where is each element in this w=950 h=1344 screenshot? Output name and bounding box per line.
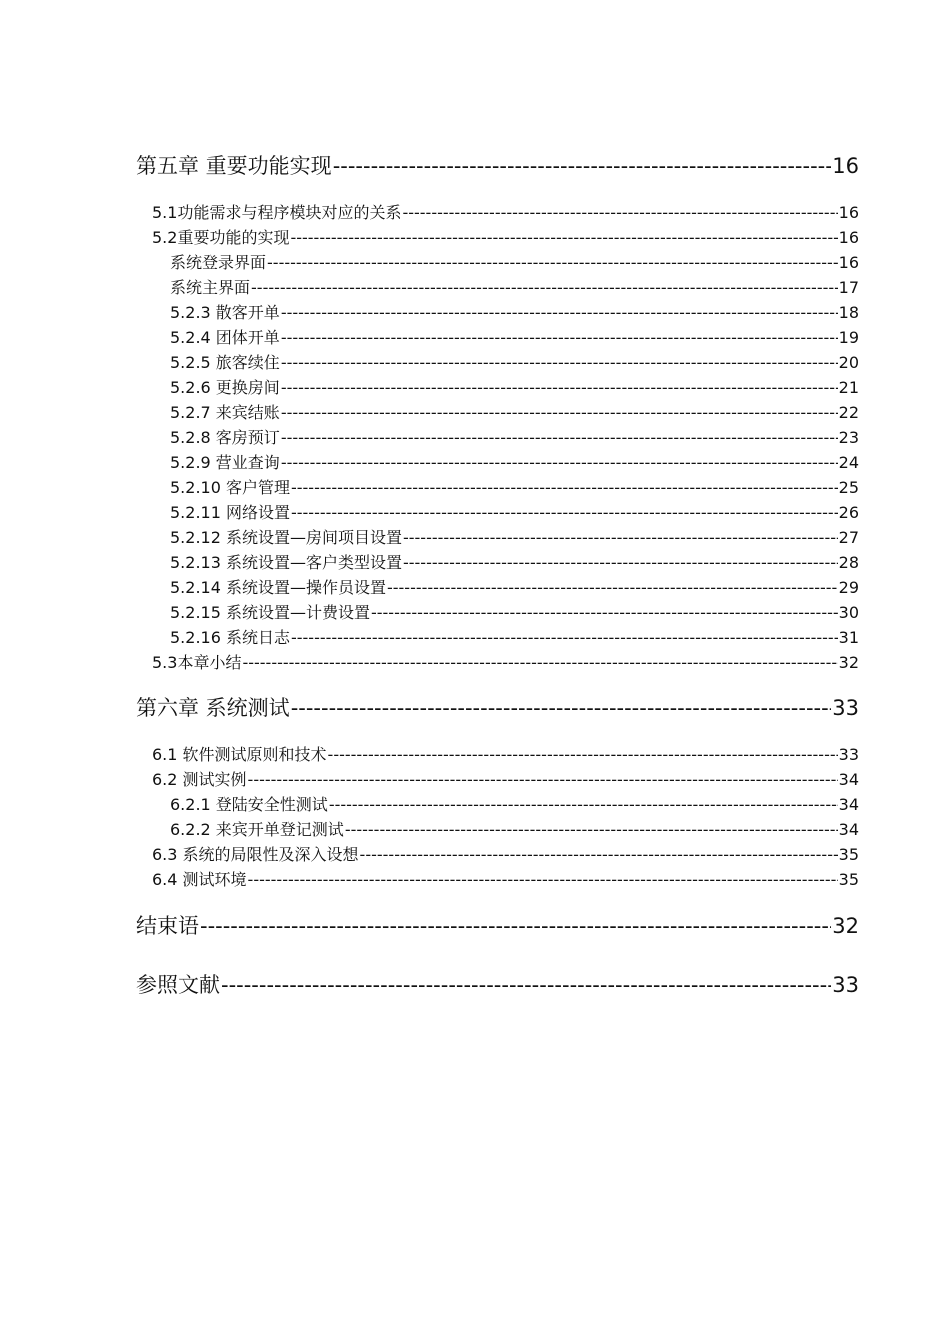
toc-page-number: 34 <box>838 820 859 839</box>
toc-subsection-5-2-3[interactable] <box>170 300 859 323</box>
toc-entry-label: 6.3 系统的局限性及深入设想 <box>152 845 359 864</box>
toc-subsection-6-2-1[interactable] <box>170 792 859 815</box>
toc-page-number: 35 <box>838 870 859 889</box>
toc-page-number: 24 <box>838 453 859 472</box>
toc-page-number: 21 <box>838 378 859 397</box>
toc-page-number: 25 <box>838 478 859 497</box>
toc-section-6-1[interactable] <box>152 742 859 765</box>
toc-page-number: 27 <box>838 528 859 547</box>
toc-subsection-5-2-12[interactable] <box>170 525 859 548</box>
toc-subsection-login[interactable] <box>170 250 859 273</box>
toc-entry-label: 5.2.3 散客开单 <box>170 303 280 322</box>
toc-entry-label: 5.2.12 系统设置—房间项目设置 <box>170 528 402 547</box>
toc-entry-label: 6.1 软件测试原则和技术 <box>152 745 327 764</box>
toc-entry-label: 5.2.9 营业查询 <box>170 453 280 472</box>
toc-entry-label: 5.3本章小结 <box>152 653 242 672</box>
toc-page-number: 28 <box>838 553 859 572</box>
toc-page-number: 16 <box>838 253 859 272</box>
toc-page-number: 20 <box>838 353 859 372</box>
dot-leader <box>329 795 838 814</box>
toc-entry-label: 6.2.2 来宾开单登记测试 <box>170 820 344 839</box>
toc-page-number: 16 <box>838 228 859 247</box>
dot-leader <box>402 203 837 222</box>
toc-entry-label: 5.1功能需求与程序模块对应的关系 <box>152 203 402 222</box>
dot-leader <box>267 253 838 272</box>
toc-page-number: 26 <box>838 503 859 522</box>
toc-subsection-5-2-16[interactable] <box>170 625 859 648</box>
dot-leader <box>281 453 838 472</box>
toc-page-number: 34 <box>838 770 859 789</box>
toc-page-number: 16 <box>832 154 859 178</box>
dot-leader <box>200 914 831 938</box>
dot-leader <box>328 745 838 764</box>
toc-entry-label: 5.2.14 系统设置—操作员设置 <box>170 578 386 597</box>
dot-leader <box>291 503 838 522</box>
dot-leader <box>360 845 838 864</box>
toc-chapter-5[interactable] <box>136 150 859 180</box>
dot-leader <box>403 553 838 572</box>
toc-entry-label: 5.2.8 客房预订 <box>170 428 280 447</box>
dot-leader <box>248 870 838 889</box>
toc-subsection-5-2-7[interactable] <box>170 400 859 423</box>
toc-page-number: 32 <box>838 653 859 672</box>
toc-chapter-6[interactable] <box>136 692 859 722</box>
toc-section-5-3[interactable] <box>152 650 859 673</box>
toc-subsection-5-2-9[interactable] <box>170 450 859 473</box>
dot-leader <box>281 328 838 347</box>
toc-entry-label: 第六章 系统测试 <box>136 696 290 720</box>
toc-section-6-2[interactable] <box>152 767 859 790</box>
toc-page-number: 31 <box>838 628 859 647</box>
toc-entry-label: 5.2.13 系统设置—客户类型设置 <box>170 553 402 572</box>
dot-leader <box>242 653 837 672</box>
dot-leader <box>333 154 832 178</box>
toc-page-number: 35 <box>838 845 859 864</box>
toc-page-number: 33 <box>832 973 859 997</box>
toc-entry-label: 参照文献 <box>136 973 220 997</box>
dot-leader <box>291 696 832 720</box>
toc-subsection-5-2-13[interactable] <box>170 550 859 573</box>
dot-leader <box>345 820 838 839</box>
toc-entry-label: 5.2.15 系统设置—计费设置 <box>170 603 370 622</box>
toc-entry-label: 5.2.6 更换房间 <box>170 378 280 397</box>
dot-leader <box>221 973 831 997</box>
dot-leader <box>281 403 838 422</box>
toc-page-number: 18 <box>838 303 859 322</box>
toc-page-number: 34 <box>838 795 859 814</box>
toc-subsection-5-2-11[interactable] <box>170 500 859 523</box>
dot-leader <box>291 478 838 497</box>
toc-section-6-3[interactable] <box>152 842 859 865</box>
toc-page-number: 30 <box>838 603 859 622</box>
dot-leader <box>251 278 838 297</box>
toc-entry-label: 5.2.11 网络设置 <box>170 503 290 522</box>
dot-leader <box>281 378 838 397</box>
toc-subsection-5-2-4[interactable] <box>170 325 859 348</box>
toc-subsection-5-2-10[interactable] <box>170 475 859 498</box>
toc-page-number: 29 <box>838 578 859 597</box>
toc-subsection-5-2-5[interactable] <box>170 350 859 373</box>
toc-subsection-main[interactable] <box>170 275 859 298</box>
dot-leader <box>248 770 838 789</box>
toc-entry-label: 5.2.16 系统日志 <box>170 628 290 647</box>
toc-page-number: 33 <box>838 745 859 764</box>
toc-entry-label: 5.2重要功能的实现 <box>152 228 290 247</box>
dot-leader <box>371 603 838 622</box>
toc-entry-label: 系统登录界面 <box>170 253 267 272</box>
toc-entry-label: 系统主界面 <box>170 278 251 297</box>
toc-page-number: 32 <box>832 914 859 938</box>
toc-page-number: 19 <box>838 328 859 347</box>
toc-entry-label: 5.2.5 旅客续住 <box>170 353 280 372</box>
toc-entry-label: 5.2.4 团体开单 <box>170 328 280 347</box>
toc-entry-label: 5.2.7 来宾结账 <box>170 403 280 422</box>
toc-entry-label: 第五章 重要功能实现 <box>136 154 332 178</box>
toc-section-6-4[interactable] <box>152 867 859 890</box>
toc-subsection-5-2-6[interactable] <box>170 375 859 398</box>
toc-conclusion[interactable] <box>136 910 859 940</box>
toc-entry-label: 结束语 <box>136 914 199 938</box>
toc-subsection-6-2-2[interactable] <box>170 817 859 840</box>
toc-entry-label: 5.2.10 客户管理 <box>170 478 290 497</box>
toc-subsection-5-2-15[interactable] <box>170 600 859 623</box>
dot-leader <box>281 303 838 322</box>
toc-entry-label: 6.2.1 登陆安全性测试 <box>170 795 328 814</box>
toc-entry-label: 6.4 测试环境 <box>152 870 247 889</box>
toc-page-number: 22 <box>838 403 859 422</box>
toc-subsection-5-2-8[interactable] <box>170 425 859 448</box>
dot-leader <box>290 228 837 247</box>
dot-leader <box>291 628 838 647</box>
toc-page-number: 17 <box>838 278 859 297</box>
dot-leader <box>403 528 838 547</box>
dot-leader <box>281 353 838 372</box>
toc-page-number: 23 <box>838 428 859 447</box>
dot-leader <box>387 578 838 597</box>
toc-section-5-2[interactable] <box>152 225 859 248</box>
toc-references[interactable] <box>136 969 859 999</box>
toc-page-number: 33 <box>832 696 859 720</box>
toc-page-number: 16 <box>838 203 859 222</box>
dot-leader <box>281 428 838 447</box>
toc-section-5-1[interactable] <box>152 200 859 223</box>
toc-subsection-5-2-14[interactable] <box>170 575 859 598</box>
toc-entry-label: 6.2 测试实例 <box>152 770 247 789</box>
